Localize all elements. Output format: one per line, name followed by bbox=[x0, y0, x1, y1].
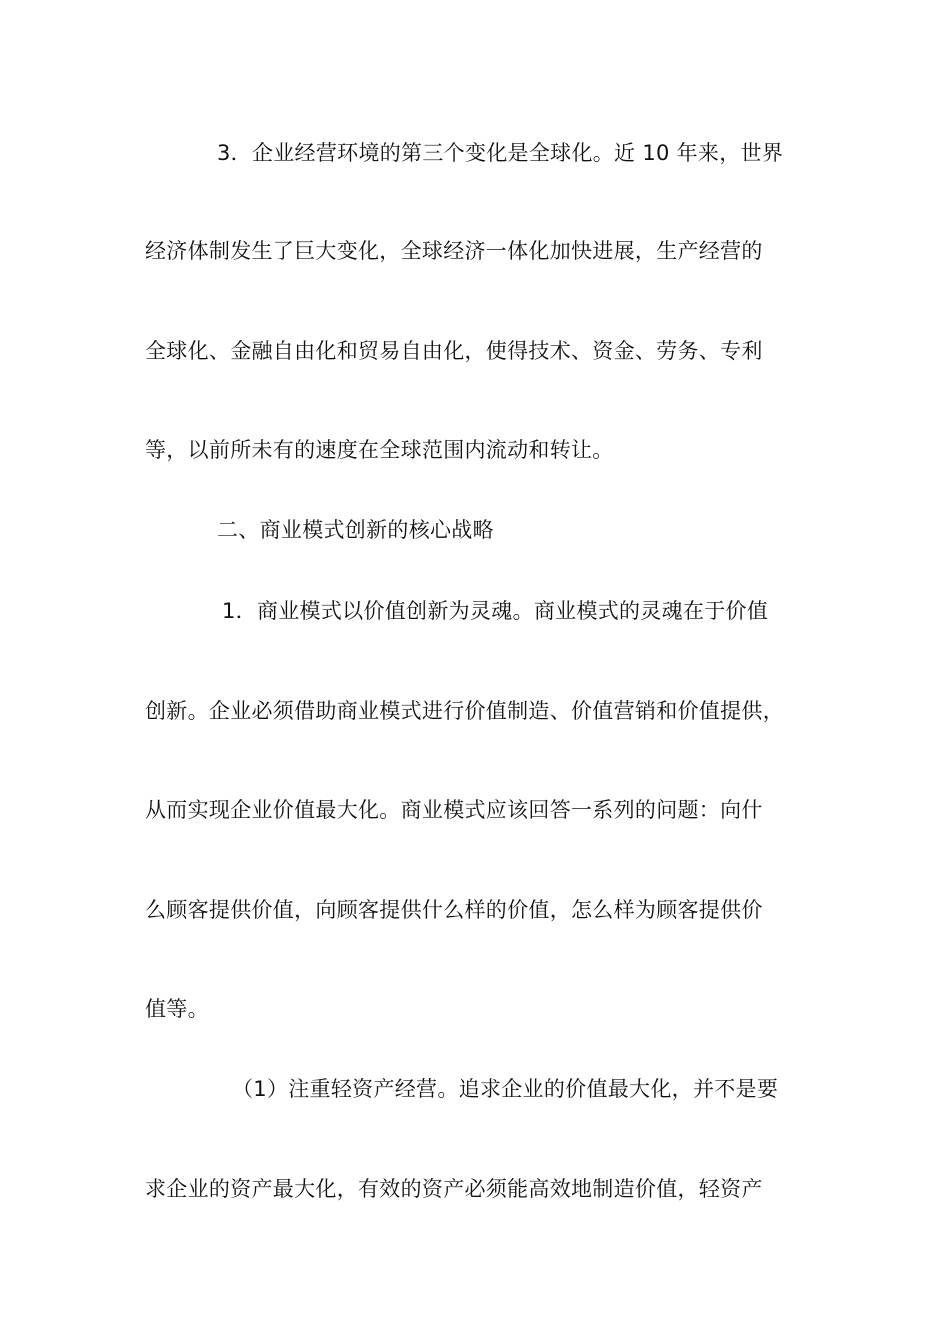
paragraph-value-innovation-line-1: 1．商业模式以价值创新为灵魂。商业模式的灵魂在于价值 bbox=[222, 599, 769, 623]
paragraph-value-innovation-line-2: 创新。企业必须借助商业模式进行价值制造、价值营销和价值提供， bbox=[145, 699, 784, 723]
paragraph-light-assets-line-1: （1）注重轻资产经营。追求企业的价值最大化，并不是要 bbox=[232, 1077, 779, 1101]
paragraph-globalization-line-2: 经济体制发生了巨大变化，全球经济一体化加快进展，生产经营的 bbox=[145, 239, 763, 263]
paragraph-value-innovation-line-5: 值等。 bbox=[145, 997, 209, 1021]
paragraph-globalization-line-1: 3．企业经营环境的第三个变化是全球化。近 10 年来，世界 bbox=[217, 141, 784, 165]
paragraph-light-assets-line-2: 求企业的资产最大化，有效的资产必须能高效地制造价值，轻资产 bbox=[145, 1177, 763, 1201]
paragraph-globalization-line-4: 等，以前所未有的速度在全球范围内流动和转让。 bbox=[145, 438, 614, 462]
paragraph-value-innovation-line-4: 么顾客提供价值，向顾客提供什么样的价值，怎么样为顾客提供价 bbox=[145, 898, 763, 922]
paragraph-value-innovation-line-3: 从而实现企业价值最大化。商业模式应该回答一系列的问题：向什 bbox=[145, 798, 763, 822]
section-heading: 二、商业模式创新的核心战略 bbox=[217, 518, 494, 542]
paragraph-globalization-line-3: 全球化、金融自由化和贸易自由化，使得技术、资金、劳务、专利 bbox=[145, 339, 763, 363]
